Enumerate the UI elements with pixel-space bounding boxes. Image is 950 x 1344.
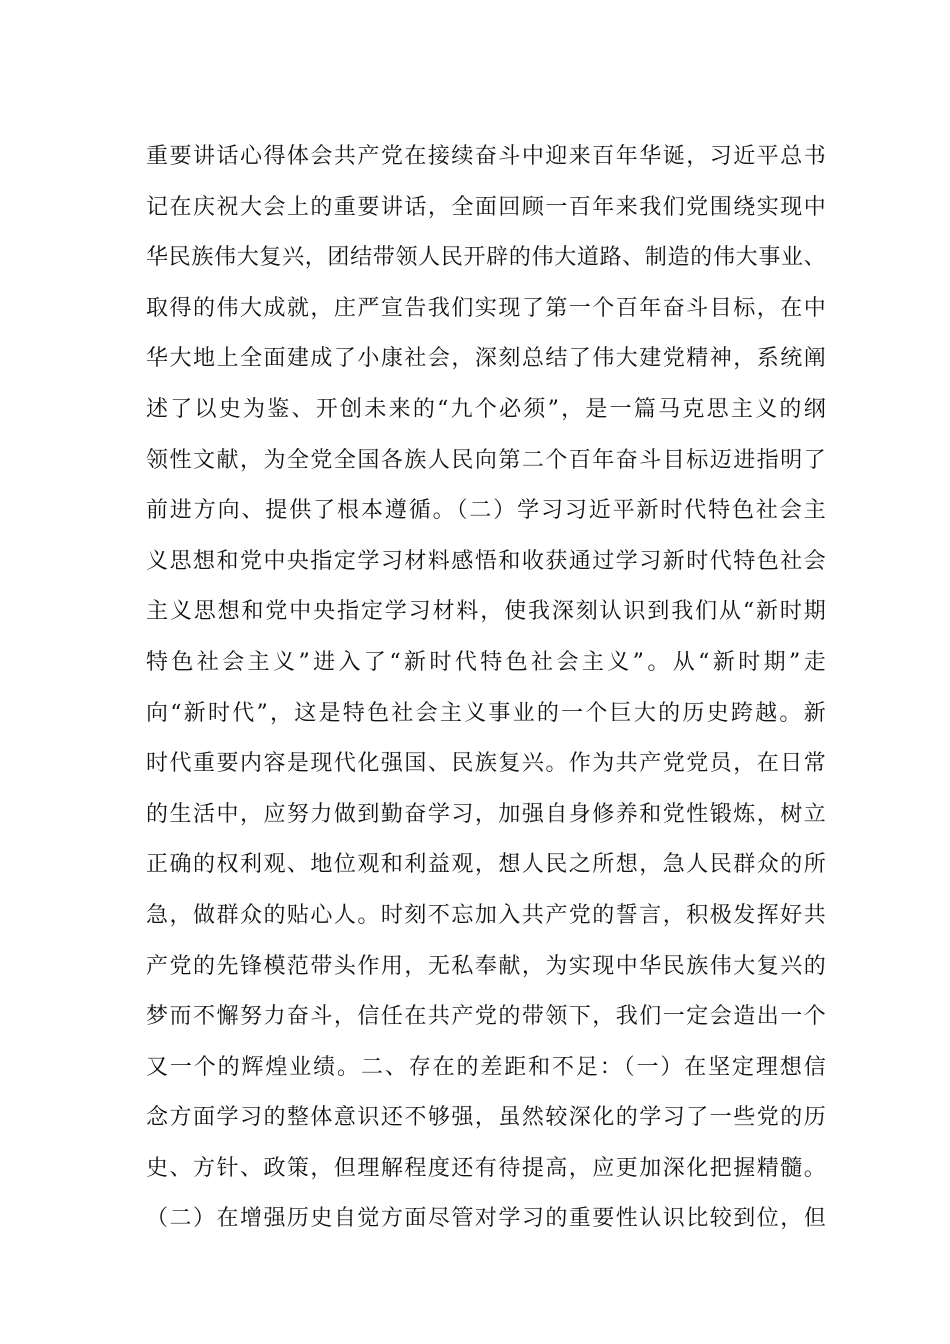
text-line: 的生活中，应努力做到勤奋学习，加强自身修养和党性锻炼，树立	[146, 801, 826, 827]
text-line: 向“新时代”，这是特色社会主义事业的一个巨大的历史跨越。新	[146, 700, 826, 726]
text-line: 前进方向、提供了根本遵循。（二）学习习近平新时代特色社会主	[146, 498, 826, 524]
text-line: 记在庆祝大会上的重要讲话，全面回顾一百年来我们党围绕实现中	[146, 194, 826, 220]
text-line: 华大地上全面建成了小康社会，深刻总结了伟大建党精神，系统阐	[146, 346, 826, 372]
body-text	[146, 132, 826, 1245]
text-line: 梦而不懈努力奋斗，信任在共产党的带领下，我们一定会造出一个	[146, 1004, 826, 1030]
text-line: （二）在增强历史自觉方面尽管对学习的重要性认识比较到位，但	[146, 1206, 826, 1232]
text-line: 特色社会主义”进入了“新时代特色社会主义”。从“新时期”走	[146, 649, 826, 675]
text-line: 取得的伟大成就，庄严宣告我们实现了第一个百年奋斗目标，在中	[146, 295, 826, 321]
text-line: 领性文献，为全党全国各族人民向第二个百年奋斗目标迈进指明了	[146, 447, 826, 473]
text-line: 产党的先锋模范带头作用，无私奉献，为实现中华民族伟大复兴的	[146, 953, 826, 979]
text-line: 正确的权利观、地位观和利益观，想人民之所想，急人民群众的所	[146, 852, 826, 878]
text-line: 华民族伟大复兴，团结带领人民开辟的伟大道路、制造的伟大事业、	[146, 245, 826, 271]
text-line: 史、方针、政策，但理解程度还有待提高，应更加深化把握精髓。	[146, 1155, 826, 1181]
text-line: 时代重要内容是现代化强国、民族复兴。作为共产党党员，在日常	[146, 751, 826, 777]
text-line: 主义思想和党中央指定学习材料，使我深刻认识到我们从“新时期	[146, 599, 826, 625]
text-line: 念方面学习的整体意识还不够强，虽然较深化的学习了一些党的历	[146, 1105, 826, 1131]
text-line: 又一个的辉煌业绩。二、存在的差距和不足：（一）在坚定理想信	[146, 1054, 826, 1080]
text-line: 重要讲话心得体会共产党在接续奋斗中迎来百年华诞，习近平总书	[146, 144, 826, 169]
text-line: 义思想和党中央指定学习材料感悟和收获通过学习新时代特色社会	[146, 548, 826, 574]
text-line: 述了以史为鉴、开创未来的“九个必须”，是一篇马克思主义的纲	[146, 396, 826, 422]
text-line: 急，做群众的贴心人。时刻不忘加入共产党的誓言，积极发挥好共	[146, 902, 826, 928]
